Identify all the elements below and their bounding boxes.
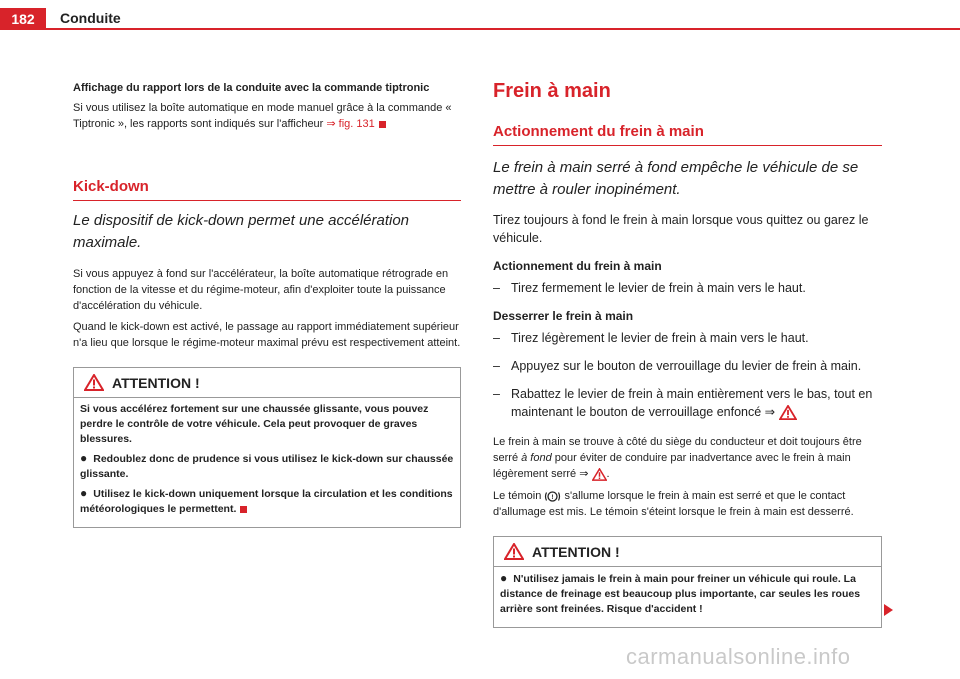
subsection: [493, 123, 882, 146]
attention-header: [74, 368, 460, 398]
list-item: – Appuyez sur le bouton de verrouillage du levier de frein à main.: [493, 359, 862, 373]
left-column: [73, 80, 461, 528]
attention-body: [494, 567, 881, 627]
bullet-icon: ●: [500, 571, 508, 585]
attention-header: [494, 537, 881, 567]
attention-title: ATTENTION !: [532, 543, 620, 560]
page-header: [0, 0, 960, 30]
watermark: carmanualsonline.info: [626, 644, 851, 669]
kickdown-heading: Kick-down: [73, 178, 149, 195]
kickdown-paragraph-2: Quand le kick-down est activé, le passage au rapport immédiatement supérieur n'a lieu que lorsque le régime-moteur maximal prévu est respectivement atteint.: [73, 321, 461, 349]
next-page-arrow-icon[interactable]: [884, 604, 893, 616]
actionnement-heading: Actionnement du frein à main: [493, 259, 662, 273]
tiptronic-heading: Affichage du rapport lors de la conduite avec la commande tiptronic: [73, 82, 430, 94]
kickdown-paragraph-1: Si vous appuyez à fond sur l'accélérateur, la boîte automatique rétrograde en fonction de la vitesse et du régime-moteur, afin d'exploiter toute la puissance d'accélération du véhicule.: [73, 268, 449, 312]
attention-intro: Si vous accélérez fortement sur une chaussée glissante, vous pouvez perdre le contrôle de votre véhicule. Cela peut provoquer de graves blessures.: [80, 403, 429, 445]
attention-body: [74, 398, 460, 527]
bullet-icon: ●: [80, 451, 88, 465]
attention-bullet: ● Utilisez le kick-down uniquement lorsque la circulation et les conditions météorologiques le permettent.: [80, 486, 453, 515]
kickdown-section: [73, 178, 461, 351]
list-item: – Tirez fermement le levier de frein à main vers le haut.: [493, 281, 806, 295]
bullet-icon: ●: [80, 486, 88, 500]
end-marker: [379, 121, 386, 128]
attention-title: ATTENTION !: [112, 374, 200, 391]
kickdown-rule: [73, 200, 461, 201]
attention-box-handbrake: [493, 536, 882, 628]
warning-triangle-icon: [84, 374, 104, 391]
end-marker: [240, 506, 247, 513]
list-item: – Rabattez le levier de frein à main entièrement vers le bas, tout en maintenant le bouton de verrouillage enfoncé ⇒: [493, 387, 873, 419]
parking-brake-indicator-icon: [544, 490, 561, 503]
tiptronic-text: Si vous utilisez la boîte automatique en mode manuel grâce à la commande « Tiptronic », les rapports sont indiqués sur l'afficheur: [73, 102, 452, 130]
attention-bullet: ● Redoublez donc de prudence si vous utilisez le kick-down sur chaussée glissante.: [80, 451, 454, 480]
desserrer-heading: Desserrer le frein à main: [493, 309, 634, 323]
note-paragraph-2: Le témoin ! s'allume lorsque le frein à main est serré et que le contact d'allumage est mis. Le témoin s'éteint lorsque le frein à main est desserré.: [493, 490, 854, 518]
handbrake-lead: Le frein à main serré à fond empêche le véhicule de se mettre à rouler inopinément.: [493, 159, 859, 198]
warning-triangle-icon[interactable]: [779, 405, 797, 420]
page-number: 182: [0, 8, 46, 30]
subsection-rule: [493, 145, 882, 146]
subsection-heading: Actionnement du frein à main: [493, 123, 704, 140]
warning-triangle-icon: [504, 543, 524, 560]
warning-triangle-icon[interactable]: [592, 468, 607, 481]
attention-box-kickdown: [73, 367, 461, 528]
kickdown-lead: Le dispositif de kick-down permet une accélération maximale.: [73, 212, 410, 251]
svg-text:!: !: [551, 493, 554, 501]
header-rule: [46, 28, 960, 30]
page-title: Frein à main: [493, 80, 611, 102]
tiptronic-paragraph: [73, 100, 461, 132]
handbrake-intro: Tirez toujours à fond le frein à main lorsque vous quittez ou garez le véhicule.: [493, 213, 869, 245]
list-item: – Tirez légèrement le levier de frein à main vers le haut.: [493, 331, 809, 345]
fig-131-link[interactable]: ⇒ fig. 131: [326, 118, 375, 130]
attention-bullet: ● N'utilisez jamais le frein à main pour freiner un véhicule qui roule. La distance de freinage est beaucoup plus importante, car seules les roues arrière sont freinées. Risque d'accident !: [500, 571, 861, 615]
note-paragraph-1: Le frein à main se trouve à côté du siège du conducteur et doit toujours être serré à fond pour éviter de conduire par inadvertance avec le frein à main légèrement serré ⇒ .: [493, 436, 862, 480]
right-column: [493, 80, 882, 628]
section-title: Conduite: [60, 10, 121, 26]
